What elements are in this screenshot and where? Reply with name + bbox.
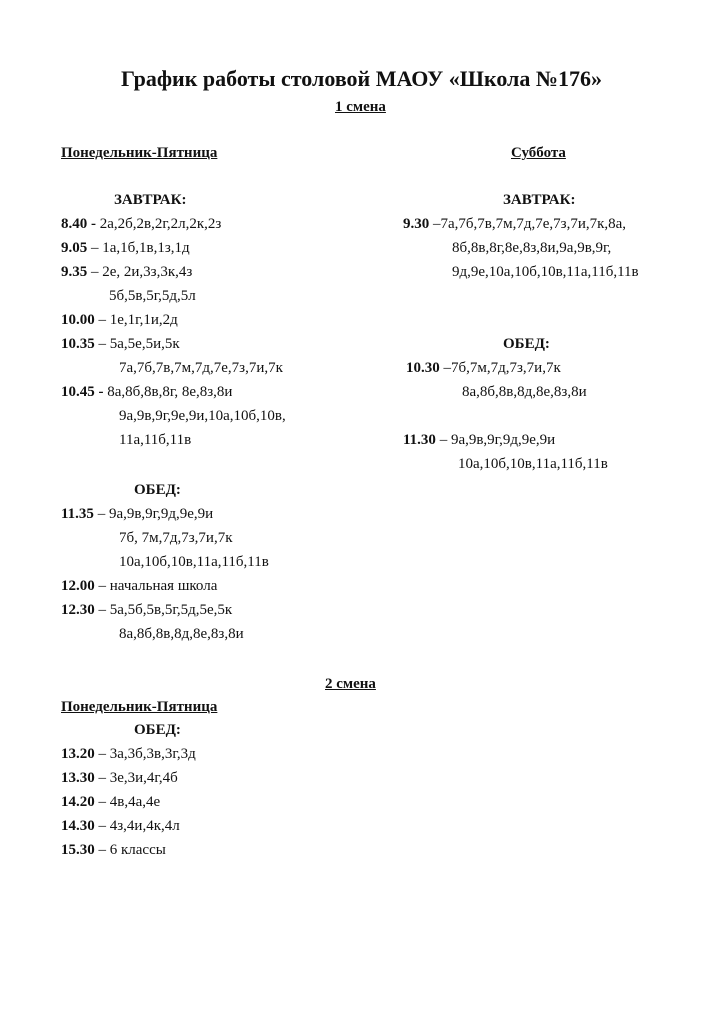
schedule-line xyxy=(109,288,196,305)
schedule-line xyxy=(61,794,160,811)
classes: – 9а,9в,9г,9д,9е,9и xyxy=(93,506,214,522)
schedule-line xyxy=(61,240,190,257)
schedule-line xyxy=(119,408,286,425)
shift1-saturday-lunch-heading: ОБЕД: xyxy=(503,336,550,352)
time: 13.30 xyxy=(61,770,95,786)
classes: 10а,10б,10в,11а,11б,11в xyxy=(458,456,608,472)
classes: – 3а,3б,3в,3г,3д xyxy=(94,746,196,762)
classes: 7а,7б,7в,7м,7д,7е,7з,7и,7к xyxy=(119,360,283,376)
classes: 5б,5в,5г,5д,5л xyxy=(109,288,196,304)
classes: – 9а,9в,9г,9д,9е,9и xyxy=(435,432,556,448)
classes: 2а,2б,2в,2г,2л,2к,2з xyxy=(96,216,222,232)
schedule-line xyxy=(61,770,178,787)
schedule-line xyxy=(406,360,561,377)
classes: – начальная школа xyxy=(94,578,218,594)
schedule-line xyxy=(61,216,221,233)
schedule-line xyxy=(119,360,283,377)
classes: – 3е,3и,4г,4б xyxy=(94,770,178,786)
classes: –7б,7м,7д,7з,7и,7к xyxy=(439,360,561,376)
time: 10.45 - xyxy=(61,384,104,400)
shift1-saturday-label: Суббота xyxy=(511,145,566,161)
classes: 8а,8б,8в,8д,8е,8з,8и xyxy=(462,384,587,400)
classes: – 6 классы xyxy=(94,842,166,858)
time: 10.00 xyxy=(61,312,95,328)
classes: 8а,8б,8в,8г, 8е,8з,8и xyxy=(103,384,233,400)
schedule-line xyxy=(119,626,244,643)
classes: – 5а,5е,5и,5к xyxy=(94,336,180,352)
time: 11.35 xyxy=(61,506,94,522)
classes: –7а,7б,7в,7м,7д,7е,7з,7и,7к,8а, xyxy=(429,216,627,232)
schedule-line xyxy=(61,264,192,281)
schedule-line xyxy=(61,842,166,859)
time: 12.00 xyxy=(61,578,95,594)
schedule-line xyxy=(61,506,213,523)
schedule-line xyxy=(61,818,180,835)
time: 15.30 xyxy=(61,842,95,858)
classes: 9д,9е,10а,10б,10в,11а,11б,11в xyxy=(452,264,639,280)
classes: – 4в,4а,4е xyxy=(94,794,161,810)
schedule-line xyxy=(61,602,232,619)
shift1-weekdays-label: Понедельник-Пятница xyxy=(61,145,218,161)
time: 13.20 xyxy=(61,746,95,762)
time: 9.35 xyxy=(61,264,88,280)
time: 11.30 xyxy=(403,432,436,448)
classes: – 4з,4и,4к,4л xyxy=(94,818,180,834)
classes: 8б,8в,8г,8е,8з,8и,9а,9в,9г, xyxy=(452,240,612,256)
page-title: График работы столовой МАОУ «Школа №176» xyxy=(120,66,603,91)
schedule-line xyxy=(462,384,587,401)
classes: 10а,10б,10в,11а,11б,11в xyxy=(119,554,269,570)
classes: – 2е, 2и,3з,3к,4з xyxy=(87,264,193,280)
schedule-line xyxy=(452,264,639,281)
schedule-line xyxy=(119,530,233,547)
schedule-line xyxy=(119,432,191,449)
shift1-weekdays-breakfast-heading: ЗАВТРАК: xyxy=(114,192,187,208)
schedule-line xyxy=(61,578,217,595)
schedule-line xyxy=(458,456,608,473)
time: 10.30 xyxy=(406,360,440,376)
schedule-line xyxy=(61,336,180,353)
time: 9.30 xyxy=(403,216,430,232)
time: 14.30 xyxy=(61,818,95,834)
classes: 8а,8б,8в,8д,8е,8з,8и xyxy=(119,626,244,642)
schedule-line xyxy=(403,432,555,449)
schedule-line xyxy=(61,384,232,401)
shift2-lunch-heading: ОБЕД: xyxy=(134,722,181,738)
shift1-saturday-breakfast-heading: ЗАВТРАК: xyxy=(503,192,576,208)
classes: 7б, 7м,7д,7з,7и,7к xyxy=(119,530,233,546)
schedule-line xyxy=(452,240,611,257)
schedule-line xyxy=(61,312,178,329)
shift1-label: 1 смена xyxy=(335,99,386,115)
schedule-line xyxy=(61,746,196,763)
classes: 9а,9в,9г,9е,9и,10а,10б,10в, xyxy=(119,408,286,424)
time: 14.20 xyxy=(61,794,95,810)
time: 9.05 xyxy=(61,240,88,256)
classes: – 1е,1г,1и,2д xyxy=(94,312,178,328)
schedule-line xyxy=(119,554,269,571)
time: 10.35 xyxy=(61,336,95,352)
classes: – 1а,1б,1в,1з,1д xyxy=(87,240,190,256)
shift2-weekdays-label: Понедельник-Пятница xyxy=(61,699,218,715)
schedule-line xyxy=(403,216,626,233)
classes: 11а,11б,11в xyxy=(119,432,192,448)
time: 8.40 - xyxy=(61,216,96,232)
shift1-weekdays-lunch-heading: ОБЕД: xyxy=(134,482,181,498)
classes: – 5а,5б,5в,5г,5д,5е,5к xyxy=(94,602,233,618)
time: 12.30 xyxy=(61,602,95,618)
shift2-label: 2 смена xyxy=(325,676,376,692)
